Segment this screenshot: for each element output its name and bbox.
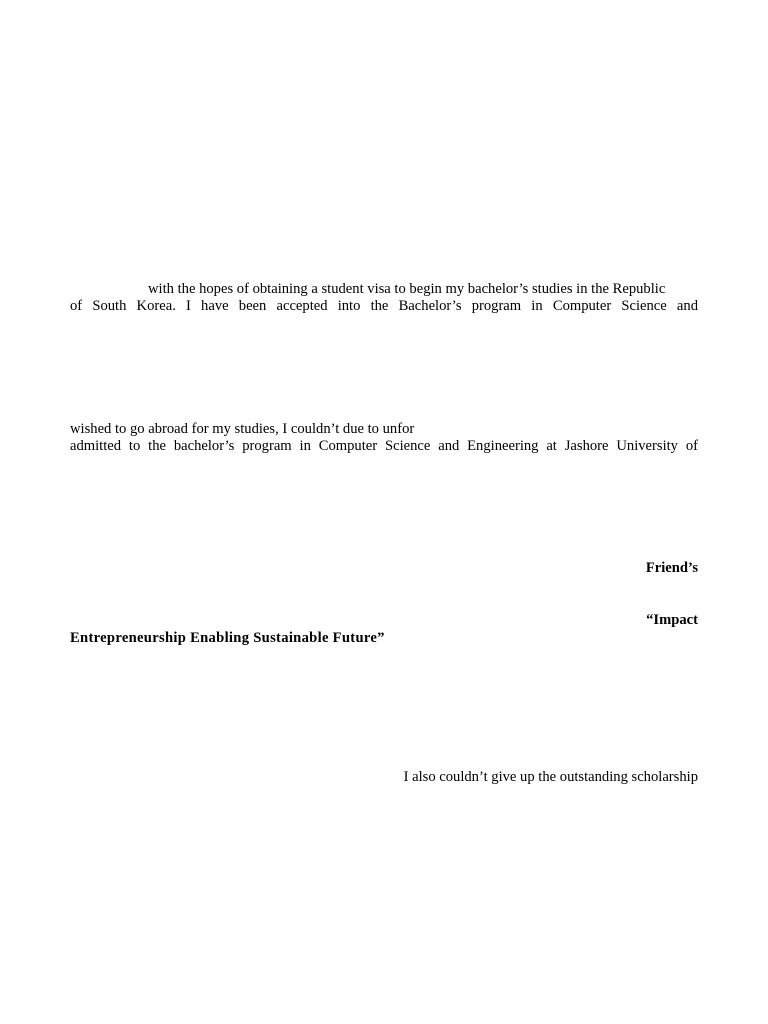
paragraph-1-line-1: with the hopes of obtaining a student visa to begin my bachelor’s studies in the Republic	[148, 281, 666, 297]
quote-start: “Impact	[646, 612, 698, 628]
paragraph-2-line-2: admitted to the bachelor’s program in Computer Science and Engineering at Jashore University of	[70, 438, 698, 454]
paragraph-2-line-1: wished to go abroad for my studies, I couldn’t due to unfor	[70, 421, 415, 437]
paragraph-5-line-1: I also couldn’t give up the outstanding scholarship	[403, 769, 698, 785]
paragraph-1-line-2: of South Korea. I have been accepted into the Bachelor’s program in Computer Science and	[70, 298, 698, 314]
quote-title: Entrepreneurship Enabling Sustainable Future”	[70, 630, 385, 646]
friends-label: Friend’s	[645, 560, 698, 576]
